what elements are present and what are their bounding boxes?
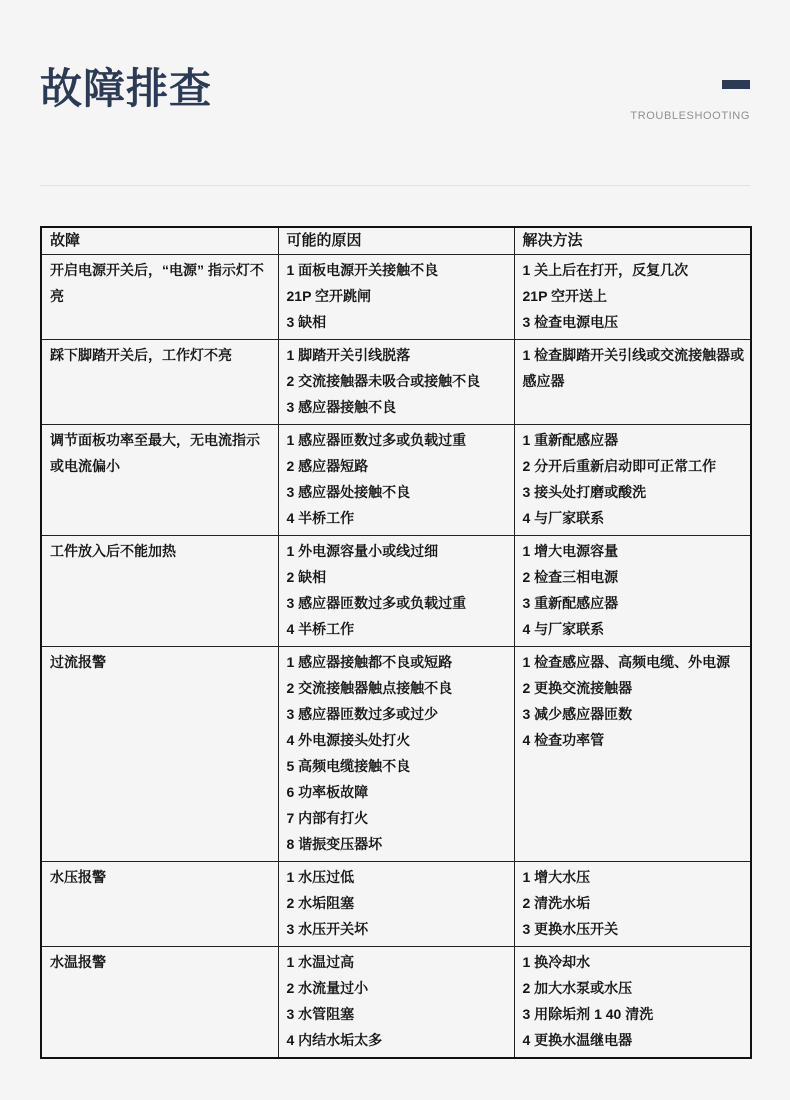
solutions-cell [514,947,751,1059]
cause-item: 1 水压过低 [286,869,355,885]
solution-item: 2 检查三相电源 [522,569,619,585]
cause-item: 1 脚踏开关引线脱落 [286,347,411,363]
col-header-causes: 可能的原因 [278,227,514,255]
cause-item: 1 感应器匝数过多或负载过重 [286,432,467,448]
cause-item: 3 水压开关坏 [286,921,369,937]
solutions-cell [514,862,751,947]
fault-text: 调节面板功率至最大，无电流指示或电流偏小 [50,432,260,474]
solution-item: 1 检查脚踏开关引线或交流接触器或感应器 [522,347,745,389]
fault-cell [41,862,278,947]
cause-item: 4 半桥工作 [286,621,355,637]
solution-item: 4 与厂家联系 [522,510,605,526]
fault-text: 工件放入后不能加热 [50,543,176,559]
cause-item: 3 缺相 [286,314,327,330]
solutions-cell [514,647,751,862]
cause-item: 3 感应器接触不良 [286,399,397,415]
table-header-row [41,227,751,255]
col-header-solutions: 解决方法 [514,227,751,255]
fault-text: 过流报警 [50,654,106,670]
causes-cell [278,255,514,340]
solution-item: 1 增大电源容量 [522,543,619,559]
fault-cell [41,947,278,1059]
cause-item: 3 感应器匝数过多或负载过重 [286,595,467,611]
solution-item: 3 重新配感应器 [522,595,619,611]
causes-cell [278,862,514,947]
solution-item: 4 更换水温继电器 [522,1032,633,1048]
cause-item: 4 外电源接头处打火 [286,732,411,748]
fault-cell [41,340,278,425]
cause-item: 6 功率板故障 [286,784,369,800]
solution-item: 1 检查感应器、高频电缆、外电源 [522,654,731,670]
cause-item: 4 半桥工作 [286,510,355,526]
cause-item: 1 感应器接触都不良或短路 [286,654,453,670]
solutions-cell [514,425,751,536]
cause-item: 7 内部有打火 [286,810,369,826]
table-row [41,947,751,1059]
cause-item: 4 内结水垢太多 [286,1032,383,1048]
table-row [41,255,751,340]
fault-text: 水压报警 [50,869,106,885]
solution-item: 2 清洗水垢 [522,895,591,911]
fault-cell [41,647,278,862]
table-row [41,647,751,862]
cause-item: 5 高频电缆接触不良 [286,758,411,774]
causes-cell [278,425,514,536]
cause-item: 8 谐振变压器坏 [286,836,383,852]
cause-item: 1 水温过高 [286,954,355,970]
fault-cell [41,536,278,647]
solution-item: 1 重新配感应器 [522,432,619,448]
troubleshooting-table [40,226,752,1059]
solution-item: 2 分开后重新启动即可正常工作 [522,458,717,474]
fault-text: 开启电源开关后，“电源” 指示灯不亮 [50,262,264,304]
cause-item: 1 面板电源开关接触不良 [286,262,439,278]
solution-item: 3 检查电源电压 [522,314,619,330]
causes-cell [278,647,514,862]
fault-cell [41,425,278,536]
solution-item: 4 与厂家联系 [522,621,605,637]
solution-item: 3 接头处打磨或酸洗 [522,484,647,500]
cause-item: 3 水管阻塞 [286,1006,355,1022]
fault-text: 踩下脚踏开关后，工作灯不亮 [50,347,232,363]
solution-item: 1 增大水压 [522,869,591,885]
cause-item: 2 水流量过小 [286,980,369,996]
fault-text: 水温报警 [50,954,106,970]
cause-item: 21P 空开跳闸 [286,288,372,304]
solutions-cell [514,536,751,647]
solutions-cell [514,340,751,425]
causes-cell [278,536,514,647]
cause-item: 2 水垢阻塞 [286,895,355,911]
solutions-cell [514,255,751,340]
solution-item: 2 加大水泵或水压 [522,980,633,996]
solution-item: 21P 空开送上 [522,288,608,304]
solution-item: 2 更换交流接触器 [522,680,633,696]
table-row [41,862,751,947]
table-row [41,340,751,425]
causes-cell [278,340,514,425]
cause-item: 2 缺相 [286,569,327,585]
accent-bar [722,80,750,89]
divider [40,185,750,186]
cause-item: 2 交流接触器触点接触不良 [286,680,453,696]
solution-item: 3 减少感应器匝数 [522,706,633,722]
cause-item: 3 感应器匝数过多或过少 [286,706,439,722]
page-title: 故障排查 [40,65,213,112]
page-subtitle: TROUBLESHOOTING [630,110,750,122]
table-row [41,536,751,647]
cause-item: 2 交流接触器未吸合或接触不良 [286,373,481,389]
cause-item: 2 感应器短路 [286,458,369,474]
col-header-fault: 故障 [41,227,278,255]
cause-item: 1 外电源容量小或线过细 [286,543,439,559]
solution-item: 3 用除垢剂 1 40 清洗 [522,1006,654,1022]
causes-cell [278,947,514,1059]
solution-item: 3 更换水压开关 [522,921,619,937]
solution-item: 4 检查功率管 [522,732,605,748]
solution-item: 1 关上后在打开，反复几次 [522,262,689,278]
fault-cell [41,255,278,340]
table-row [41,425,751,536]
cause-item: 3 感应器处接触不良 [286,484,411,500]
solution-item: 1 换冷却水 [522,954,591,970]
